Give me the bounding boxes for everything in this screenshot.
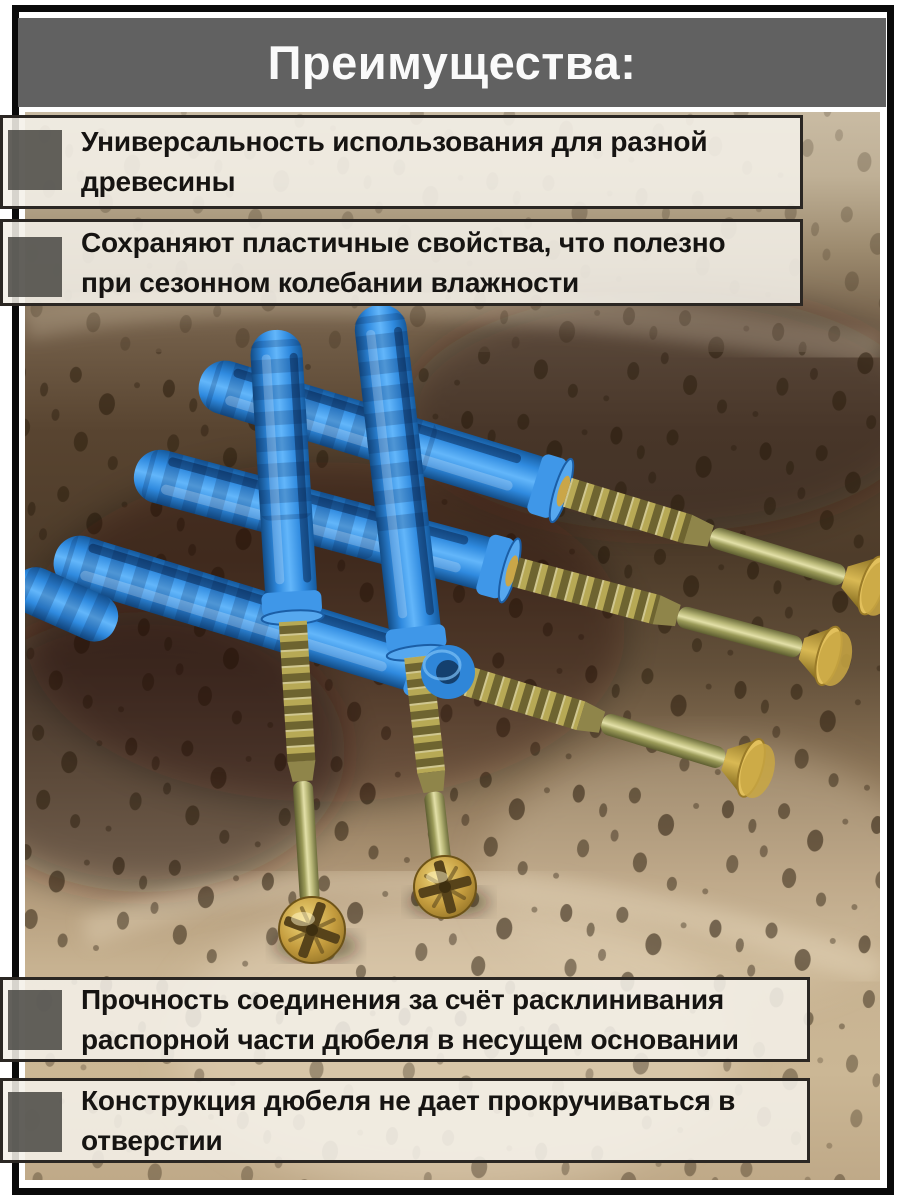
bullet-marker — [8, 990, 62, 1050]
benefit-3-line-1: Прочность соединения за счёт расклинивания — [81, 983, 725, 1015]
benefit-2-line-2: при сезонном колебании влажности — [81, 266, 579, 298]
benefit-1-line-1: Универсальность использования для разной — [81, 126, 708, 157]
benefit-4-line-1: Конструкция дюбеля не дает прокручиваться в — [81, 1084, 736, 1116]
benefit-card-4 — [0, 1078, 810, 1163]
benefit-card-1 — [0, 115, 803, 209]
benefit-3-line-2: распорной части дюбеля в несущем основании — [81, 1023, 739, 1055]
page-title: Преимущества: — [267, 36, 637, 89]
bullet-marker — [8, 237, 62, 297]
bullet-marker — [8, 1092, 62, 1152]
bullet-marker — [8, 130, 62, 190]
benefit-4-line-2: отверстии — [81, 1124, 223, 1156]
benefit-2-line-1: Сохраняют пластичные свойства, что полезно — [81, 226, 726, 258]
benefit-card-3 — [0, 977, 810, 1062]
benefit-1-line-2: древесины — [81, 166, 236, 197]
header-bar — [18, 18, 886, 107]
benefit-card-2 — [0, 219, 803, 306]
dowel-flange-ring — [421, 645, 475, 699]
